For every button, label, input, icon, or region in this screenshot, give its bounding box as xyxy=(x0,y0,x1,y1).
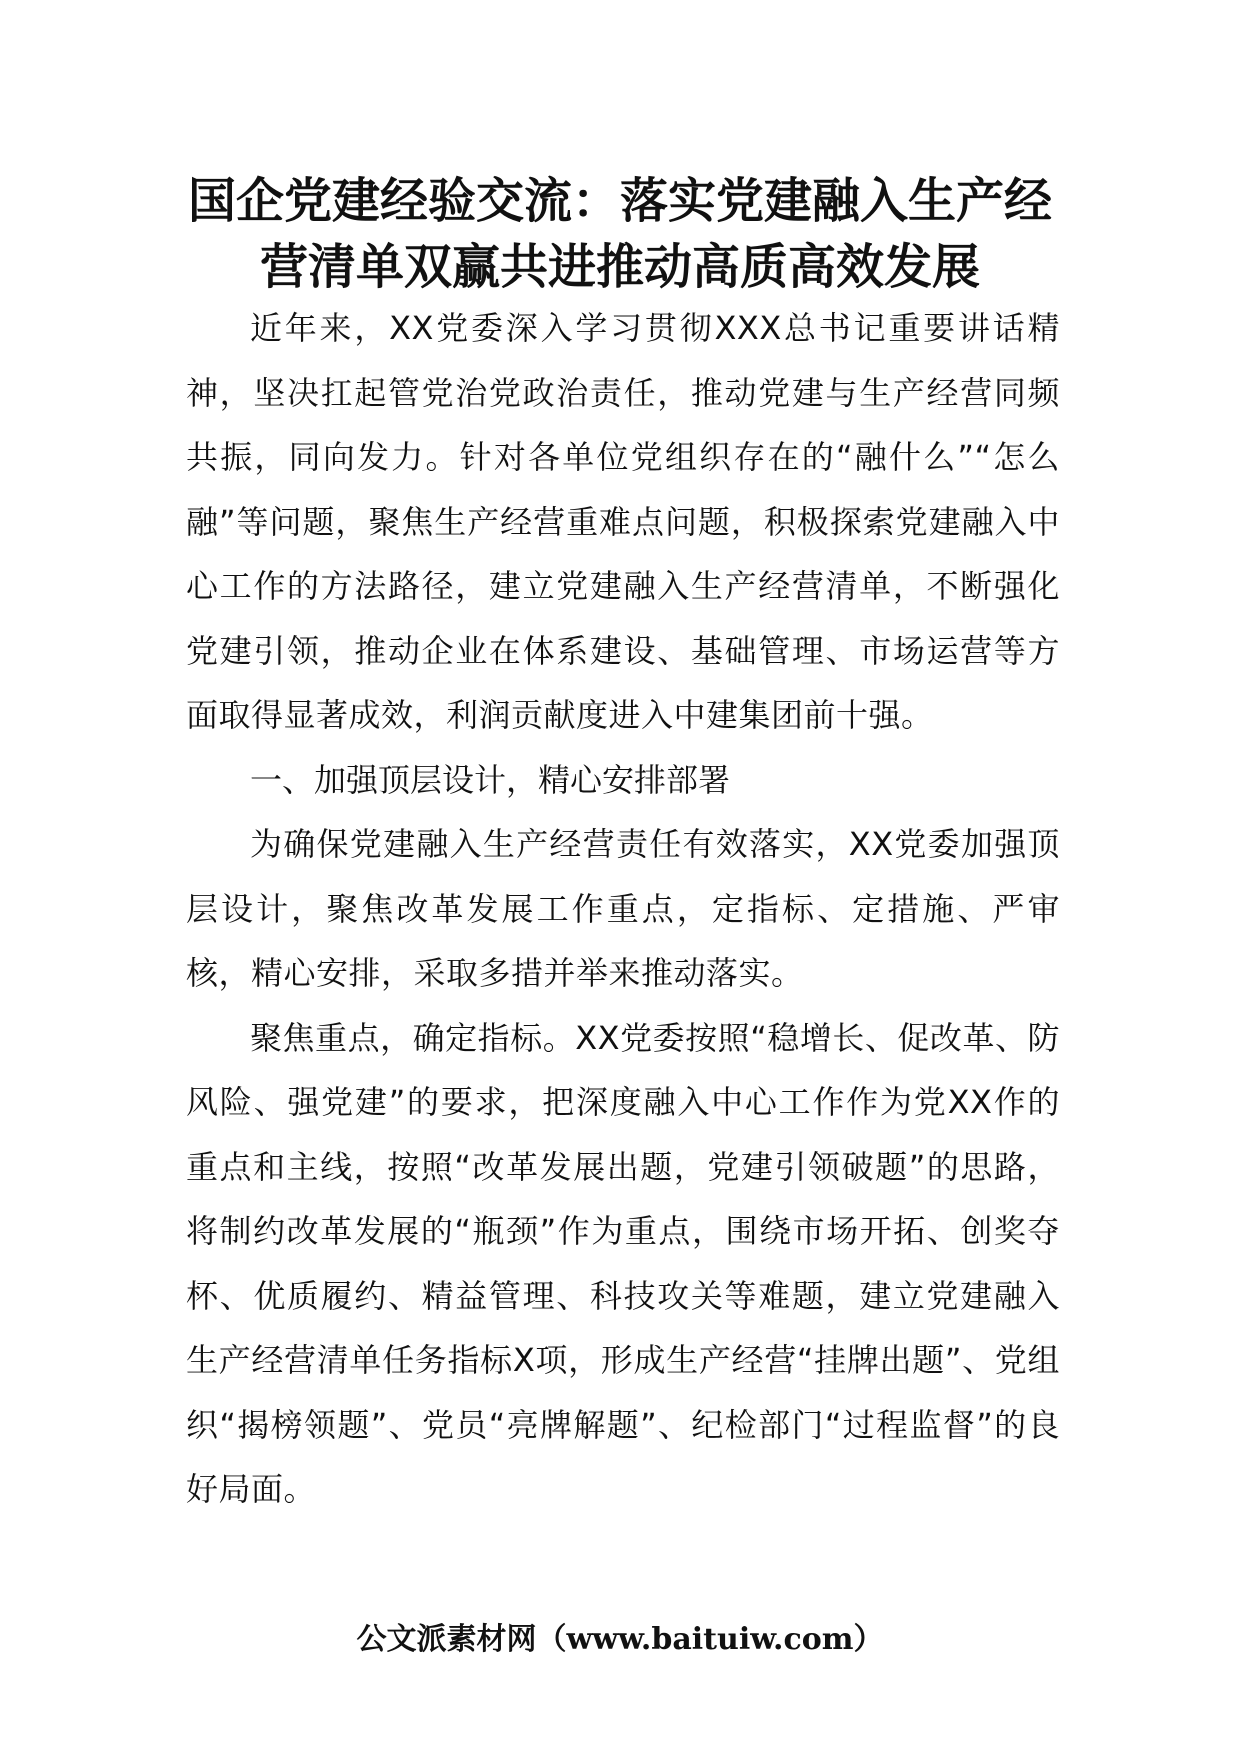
body-paragraph-1: 为确保党建融入生产经营责任有效落实，XX党委加强顶层设计，聚焦改革发展工作重点，定指标、定措施、严审核，精心安排，采取多措并举来推动落实。 xyxy=(186,825,1060,992)
intro-paragraph: 近年来，XX党委深入学习贯彻XXX总书记重要讲话精神，坚决扛起管党治党政治责任，推动党建与生产经营同频共振，同向发力。针对各单位党组织存在的“融什么”“怎么融”等问题，聚焦生产经营重难点问题，积极探索党建融入中心工作的方法路径，建立党建融入生产经营清单，不断强化党建引领，推动企业在体系建设、基础管理、市场运营等方面取得显著成效，利润贡献度进入中建集团前十强。 xyxy=(186,309,1060,734)
title-line-2: 营清单双赢共进推动高质高效发展 xyxy=(259,239,980,295)
title-line-1: 国企党建经验交流：落实党建融入生产经 xyxy=(187,173,1052,229)
document-title xyxy=(150,168,1090,300)
source-footer: 公文派素材网（www.baituiw.com） xyxy=(356,1622,884,1657)
body-paragraph-2: 聚焦重点，确定指标。XX党委按照“稳增长、促改革、防风险、强党建”的要求，把深度融入中心工作作为党XX作的重点和主线，按照“改革发展出题，党建引领破题”的思路，将制约改革发展的“瓶颈”作为重点，围绕市场开拓、创奖夺杯、优质履约、精益管理、科技攻关等难题，建立党建融入生产经营清单任务指标X项，形成生产经营“挂牌出题”、党组织“揭榜领题”、党员“亮牌解题”、纪检部门“过程监督”的良好局面。 xyxy=(186,1018,1060,1508)
document-body xyxy=(186,296,1060,1522)
section-heading-1: 一、加强顶层设计，精心安排部署 xyxy=(250,760,731,799)
